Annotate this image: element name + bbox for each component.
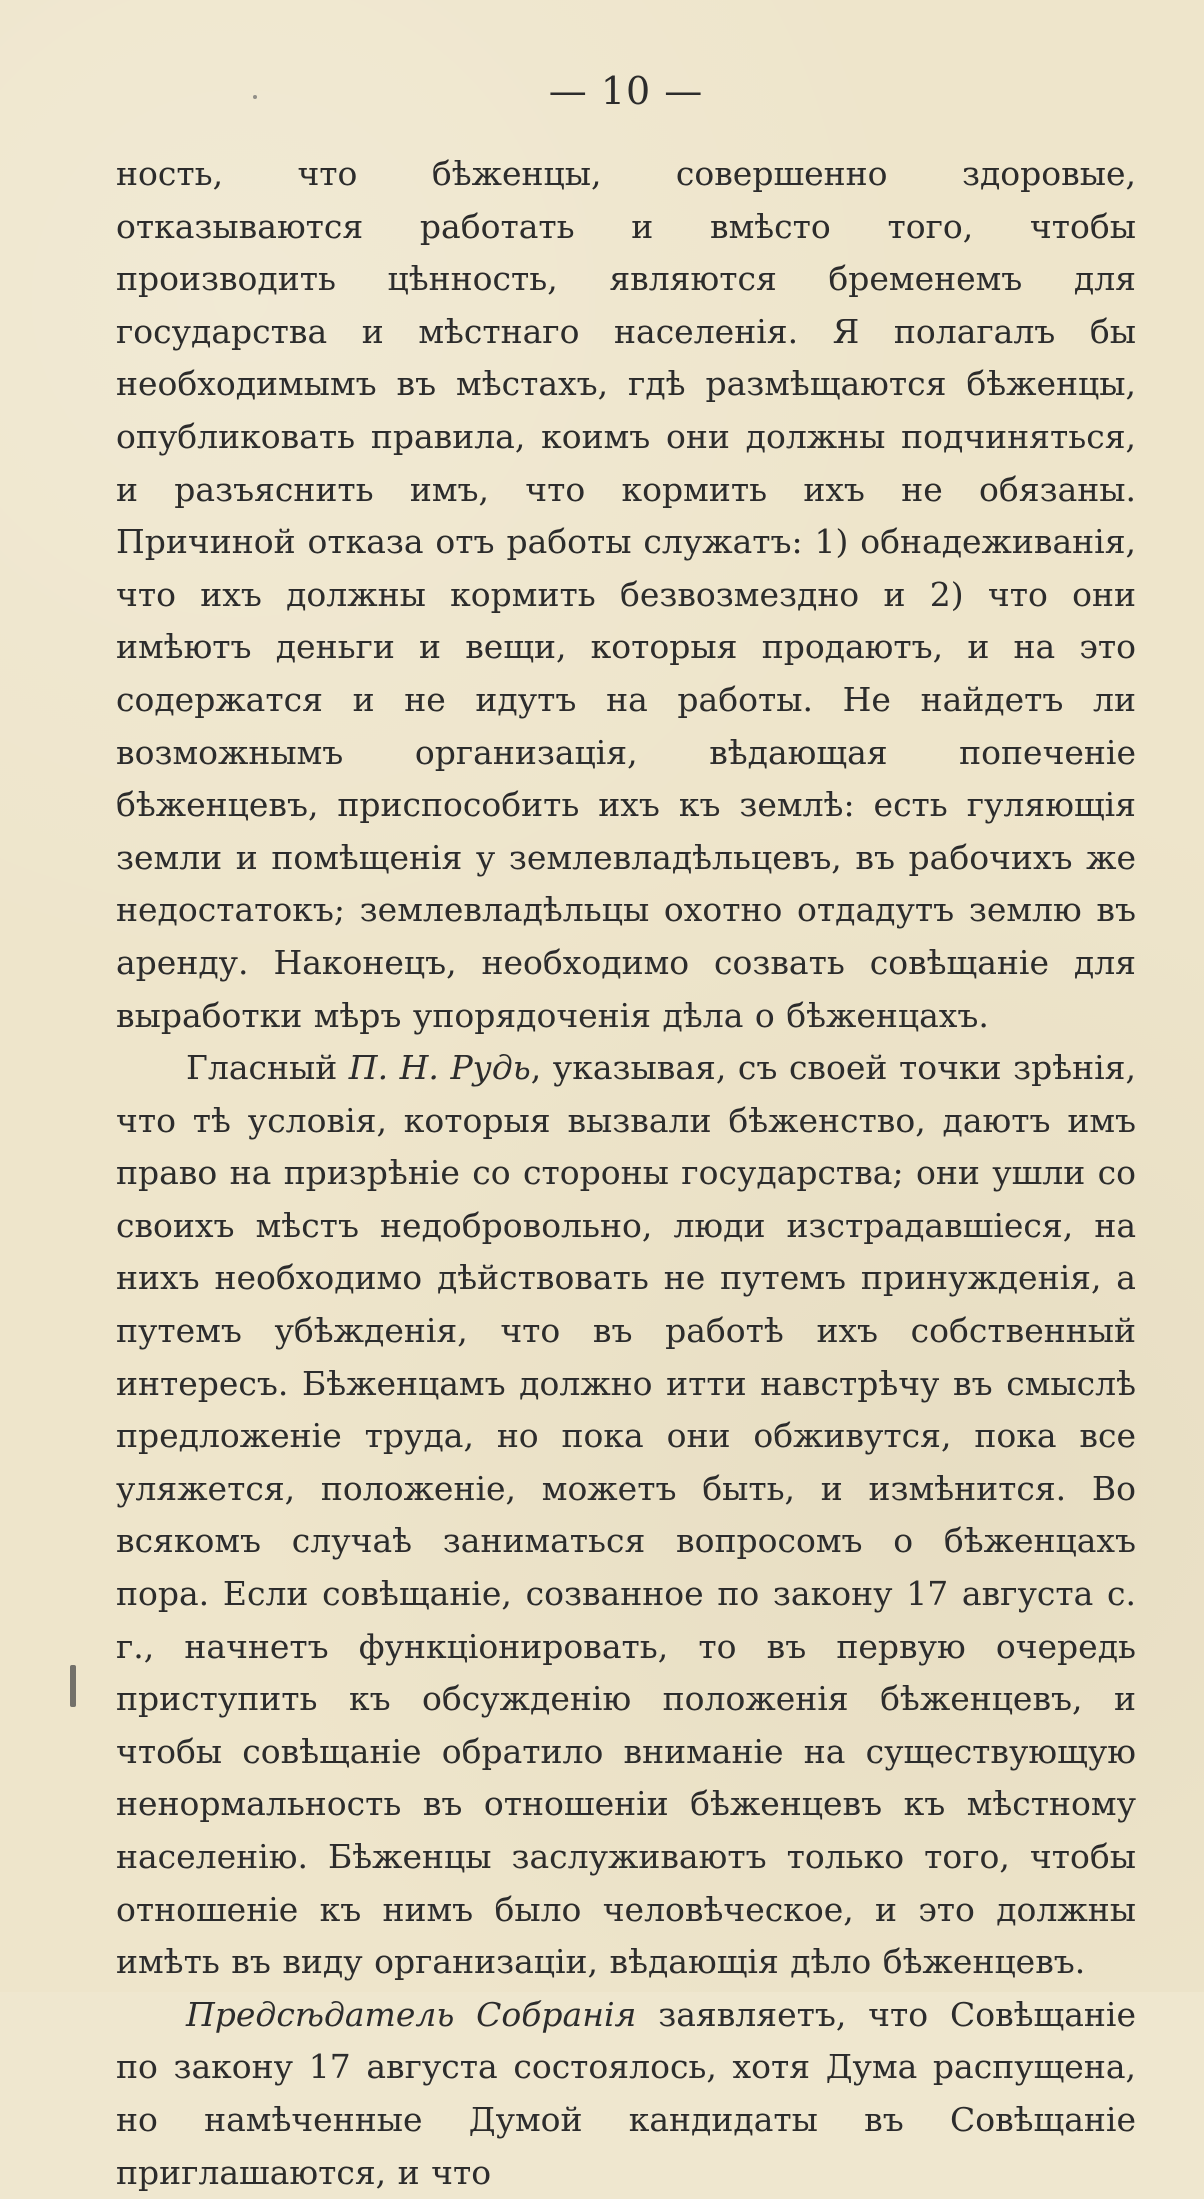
paragraph-2 [116,1042,1136,1989]
paragraph-2-lead: Гласный [186,1048,349,1088]
paragraph-1: ность, что бѣженцы, совершенно здоровые, отказываются работать и вмѣсто того, чтобы производить цѣнность, являются бременемъ для государства и мѣстнаго населенія. Я полагалъ бы необходимымъ въ мѣстахъ, гдѣ размѣщаются бѣженцы, опубликовать правила, коимъ они должны подчиняться, и разъяснить имъ, что кормить ихъ не обязаны. Причиной отказа отъ работы служатъ: 1) обнадеживанія, что ихъ должны кормить безвозмездно и 2) что они имѣютъ деньги и вещи, которыя продаютъ, и на это содержатся и не идутъ на работы. Не найдетъ ли возможнымъ организація, вѣдающая попеченіе бѣженцевъ, приспособить ихъ къ землѣ: есть гуляющія земли и помѣщенія у землевладѣльцевъ, въ рабочихъ же недостатокъ; землевладѣльцы охотно отдадутъ землю въ аренду. Наконецъ, необходимо созвать совѣщаніе для выработки мѣръ упорядоченія дѣла о бѣженцахъ. [116,154,1136,1035]
paragraph-3-text: заявляетъ, что Совѣщаніе по закону 17 августа состоялось, хотя Дума распущена, но намѣченные Думой кандидаты въ Совѣщаніе приглашаются, и что [116,1994,1136,2192]
paragraph-2-text: , указывая, съ своей точки зрѣнія, что тѣ условія, которыя вызвали бѣженство, даютъ имъ право на призрѣніе со стороны государства; они ушли со своихъ мѣстъ недобровольно, люди изстрадавшіеся, на нихъ необходимо дѣйствовать не путемъ принужденія, а путемъ убѣжденія, что въ работѣ ихъ собственный интересъ. Бѣженцамъ должно итти навстрѣчу въ смыслѣ предложеніе труда, но пока они обживутся, пока все уляжется, положеніе, можетъ быть, и измѣнится. Во всякомъ случаѣ заниматься вопросомъ о бѣженцахъ пора. Если совѣщаніе, созванное по закону 17 августа с. г., начнетъ функціонировать, то въ первую очередь приступить къ обсужденію положенія бѣженцевъ, и чтобы совѣщаніе обратило вниманіе на существующую ненормальность въ отношеніи бѣженцевъ къ мѣстному населенію. Бѣженцы заслуживаютъ только того, чтобы отношеніе къ нимъ было человѣческое, и это должны имѣть въ виду организаціи, вѣдающія дѣло бѣженцевъ. [116,1048,1136,1982]
page-number: — 10 — [548,69,704,113]
margin-mark [70,1665,76,1707]
paragraph-3 [116,1989,1136,2199]
print-speck [253,95,257,99]
chairman-label: Предсѣдатель Собранія [186,1994,637,2034]
speaker-name: П. Н. Рудь [348,1048,531,1088]
